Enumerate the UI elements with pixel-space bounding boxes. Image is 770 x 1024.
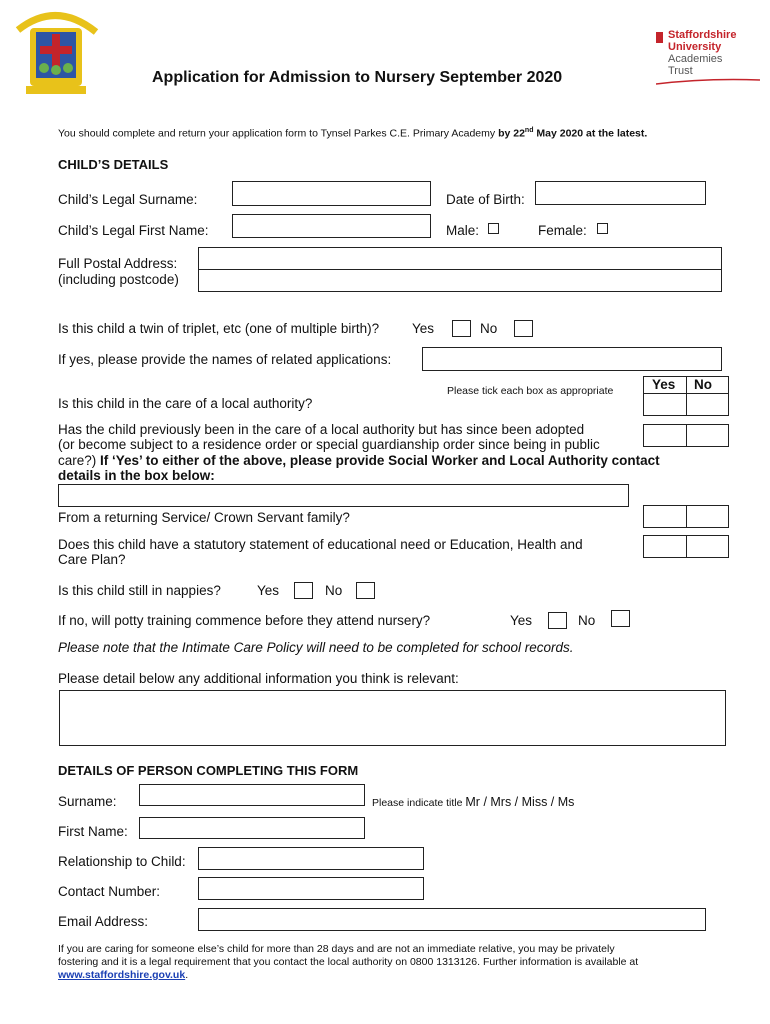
tick-note: Please tick each box as appropriate bbox=[447, 385, 614, 397]
contact-number-field[interactable] bbox=[198, 877, 424, 900]
contact-number-label: Contact Number: bbox=[58, 884, 161, 899]
trust-logo-line2: University bbox=[668, 41, 722, 53]
adopted-question-line4: details in the box below: bbox=[58, 468, 215, 483]
potty-yes-label: Yes bbox=[510, 613, 533, 628]
footer-line2: fostering and it is a legal requirement that you contact the local authority on 0800 1313126. Further information is available at bbox=[58, 956, 639, 968]
nappies-yes-label: Yes bbox=[257, 583, 280, 598]
footer-line1: If you are caring for someone else’s child for more than 28 days and are not an immediate relative, you may be privately bbox=[58, 943, 615, 955]
potty-no-label: No bbox=[578, 613, 596, 628]
additional-info-label: Please detail below any additional information you think is relevant: bbox=[58, 671, 459, 686]
related-applications-field[interactable] bbox=[422, 347, 722, 371]
nappies-yes-checkbox[interactable] bbox=[294, 582, 313, 599]
trust-logo-line1: Staffordshire bbox=[668, 29, 737, 41]
address-label-line1: Full Postal Address: bbox=[58, 256, 178, 271]
female-checkbox[interactable] bbox=[597, 223, 608, 234]
child-first-name-label: Child’s Legal First Name: bbox=[58, 223, 209, 238]
address-label-line2: (including postcode) bbox=[58, 272, 179, 287]
dob-label: Date of Birth: bbox=[446, 192, 525, 207]
male-label: Male: bbox=[446, 223, 480, 238]
col-no-header: No bbox=[694, 377, 712, 392]
relationship-field[interactable] bbox=[198, 847, 424, 870]
person-surname-label: Surname: bbox=[58, 794, 117, 809]
related-applications-label: If yes, please provide the names of related applications: bbox=[58, 352, 392, 367]
male-checkbox[interactable] bbox=[488, 223, 499, 234]
adopted-question-line3: care?) If ‘Yes’ to either of the above, please provide Social Worker and Local Authority contact bbox=[58, 453, 660, 468]
potty-question: If no, will potty training commence before they attend nursery? bbox=[58, 613, 431, 628]
twin-no-label: No bbox=[480, 321, 498, 336]
title-options[interactable]: Mr / Mrs / Miss / Ms bbox=[465, 795, 575, 809]
form-title: Application for Admission to Nursery September 2020 bbox=[152, 69, 563, 86]
ehc-question-line2: Care Plan? bbox=[58, 552, 126, 567]
relationship-label: Relationship to Child: bbox=[58, 854, 186, 869]
twin-no-checkbox[interactable] bbox=[514, 320, 533, 337]
service-answer-boxes[interactable] bbox=[643, 505, 729, 528]
child-surname-field[interactable] bbox=[232, 181, 431, 206]
staffordshire-link[interactable]: www.staffordshire.gov.uk bbox=[58, 969, 186, 981]
adopted-answer-boxes[interactable] bbox=[643, 424, 729, 447]
potty-no-checkbox[interactable] bbox=[611, 610, 630, 627]
potty-yes-checkbox[interactable] bbox=[548, 612, 567, 629]
person-first-name-field[interactable] bbox=[139, 817, 365, 839]
care-question: Is this child in the care of a local authority? bbox=[58, 396, 313, 411]
trust-logo-line4: Trust bbox=[668, 65, 693, 77]
ehc-answer-boxes[interactable] bbox=[643, 535, 729, 558]
yes-no-header bbox=[643, 376, 729, 394]
title-hint: Please indicate title Mr / Mrs / Miss / Ms bbox=[372, 795, 575, 809]
school-crest-logo bbox=[12, 8, 100, 96]
additional-info-field[interactable] bbox=[59, 690, 726, 746]
dob-field[interactable] bbox=[535, 181, 706, 205]
col-yes-header: Yes bbox=[652, 377, 676, 392]
twin-yes-checkbox[interactable] bbox=[452, 320, 471, 337]
person-details-heading: DETAILS OF PERSON COMPLETING THIS FORM bbox=[58, 763, 359, 778]
female-label: Female: bbox=[538, 223, 587, 238]
child-first-name-field[interactable] bbox=[232, 214, 431, 238]
address-field-line1[interactable] bbox=[198, 247, 722, 270]
twin-yes-label: Yes bbox=[412, 321, 435, 336]
trust-logo-line3: Academies bbox=[668, 53, 723, 65]
social-worker-details-field[interactable] bbox=[58, 484, 629, 507]
email-label: Email Address: bbox=[58, 914, 149, 929]
care-answer-boxes[interactable] bbox=[643, 393, 729, 416]
person-surname-field[interactable] bbox=[139, 784, 365, 806]
adopted-question-line2: (or become subject to a residence order or special guardianship order since being in public bbox=[58, 437, 600, 452]
nappies-question: Is this child still in nappies? bbox=[58, 583, 221, 598]
child-surname-label: Child’s Legal Surname: bbox=[58, 192, 198, 207]
service-question: From a returning Service/ Crown Servant family? bbox=[58, 510, 350, 525]
intimate-care-note: Please note that the Intimate Care Policy will need to be completed for school records. bbox=[58, 640, 574, 655]
twin-question: Is this child a twin of triplet, etc (one of multiple birth)? bbox=[58, 321, 380, 336]
ehc-question-line1: Does this child have a statutory statement of educational need or Education, Health and bbox=[58, 537, 583, 552]
trust-logo bbox=[654, 28, 766, 88]
nappies-no-checkbox[interactable] bbox=[356, 582, 375, 599]
footer-line3: www.staffordshire.gov.uk. bbox=[58, 969, 189, 981]
adopted-question-line1: Has the child previously been in the care of a local authority but has since been adopted bbox=[58, 422, 585, 437]
nappies-no-label: No bbox=[325, 583, 343, 598]
address-field-line2[interactable] bbox=[198, 269, 722, 292]
intro-text: You should complete and return your application form to Tynsel Parkes C.E. Primary Academy by 22nd May 2020 at the latest. bbox=[58, 127, 648, 140]
person-first-name-label: First Name: bbox=[58, 824, 128, 839]
email-field[interactable] bbox=[198, 908, 706, 931]
trust-logo-icon bbox=[656, 32, 663, 43]
childs-details-heading: CHILD’S DETAILS bbox=[58, 157, 169, 172]
